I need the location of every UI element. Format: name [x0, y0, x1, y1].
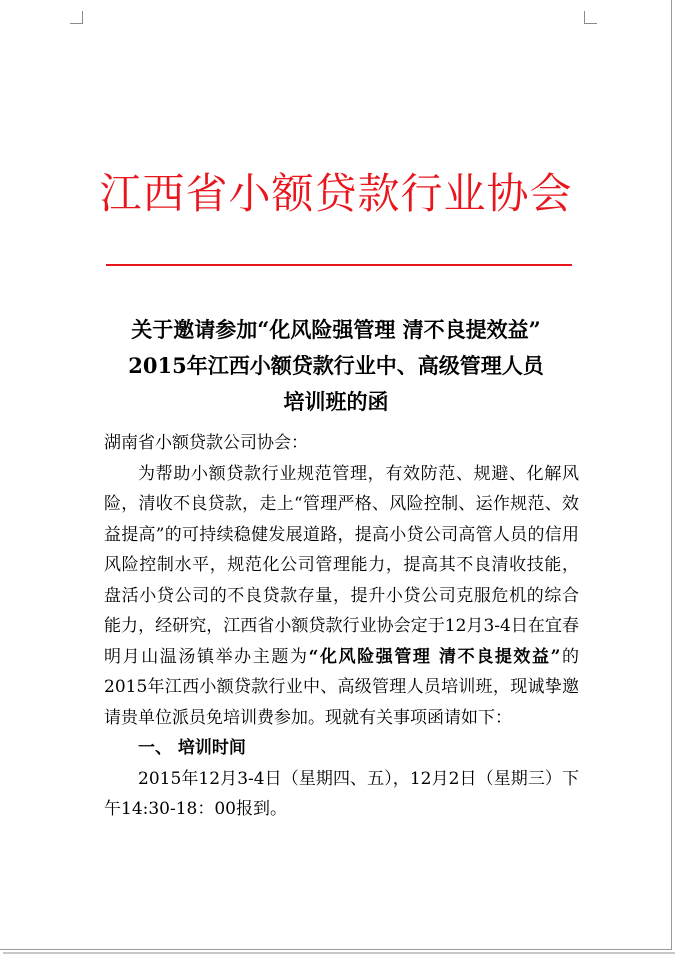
letter-body — [104, 428, 579, 825]
crop-mark-top-left — [70, 11, 83, 24]
letterhead-red-rule — [106, 264, 572, 266]
paragraph-text-part-2: 的2015年江西小额贷款行业中、高级管理人员培训班，现诚挚邀请贵单位派员免培训费参加。现就有关事项函请如下： — [104, 647, 579, 728]
section-heading-training-time: 一、 培训时间 — [104, 733, 579, 764]
salutation: 湖南省小额贷款公司协会： — [104, 428, 579, 459]
body-paragraph — [104, 459, 579, 734]
section-text-training-time: 2015年12月3-4日（星期四、五），12月2日（星期三）下午14:30-18：00报到。 — [104, 764, 579, 825]
org-letterhead-title: 江西省小额贷款行业协会 — [0, 164, 672, 224]
document-title-line-1: 关于邀请参加“化风险强管理 清不良提效益” — [0, 312, 672, 348]
crop-mark-top-right — [584, 11, 597, 24]
paragraph-text-part-1: 为帮助小额贷款行业规范管理，有效防范、规避、化解风险，清收不良贷款，走上“管理严格、风险控制、运作规范、效益提高”的可持续稳健发展道路，提高小贷公司高管人员的信用风险控制水平，规范化公司管理能力，提高其不良清收技能，盘活小贷公司的不良贷款存量，提升小贷公司克服危机的综合能力，经研究，江西省小额贷款行业协会定于12月3-4日在宜春明月山温汤镇举办主题为 — [104, 464, 579, 667]
document-title-line-3: 培训班的函 — [0, 384, 672, 420]
document-title-line-2: 2015年江西小额贷款行业中、高级管理人员 — [0, 348, 672, 384]
document-title — [0, 312, 672, 420]
training-theme: “化风险强管理 清不良提效益” — [309, 647, 561, 667]
